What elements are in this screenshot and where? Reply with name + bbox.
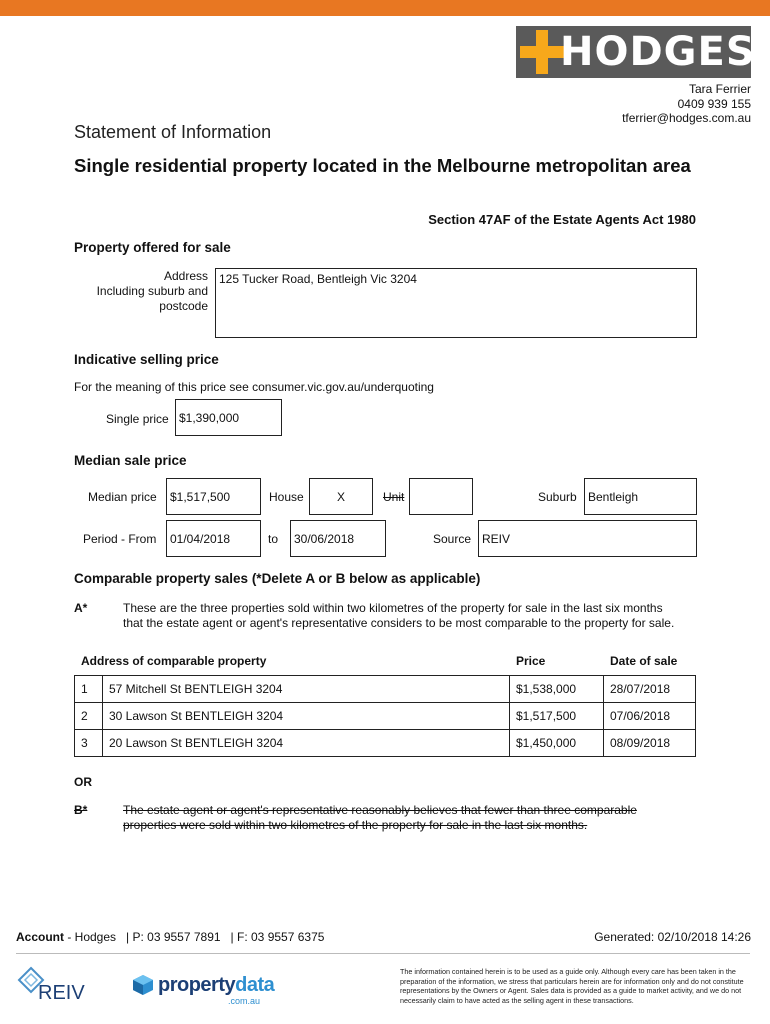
propertydata-text: propertydata (158, 974, 275, 996)
row-date: 28/07/2018 (604, 676, 696, 703)
house-checkbox[interactable]: X (309, 478, 373, 515)
period-to-label: to (268, 532, 279, 546)
propertydata-cube-icon (132, 974, 154, 996)
address-label: Address Including suburb and postcode (96, 269, 208, 313)
option-a-text: These are the three properties sold within two kilometres of the property for sale in the last six months that the estate agent or agent's representative considers to be most comparable to the property for sale. (123, 601, 675, 630)
suburb-label: Suburb (538, 490, 577, 504)
address-field[interactable]: 125 Tucker Road, Bentleigh Vic 3204 (215, 268, 697, 338)
source-field[interactable]: REIV (478, 520, 697, 557)
option-a-label: A* (74, 601, 88, 615)
suburb-field[interactable]: Bentleigh (584, 478, 697, 515)
underquoting-note: For the meaning of this price see consumer.vic.gov.au/underquoting (74, 380, 434, 394)
row-number: 2 (75, 703, 103, 730)
document-title: Statement of Information (74, 122, 272, 142)
footer-divider (16, 953, 750, 954)
period-from-label: Period - From (83, 532, 157, 546)
propertydata-logo (132, 970, 275, 1010)
comparable-table (74, 675, 696, 757)
generated-timestamp: Generated: 02/10/2018 14:26 (594, 930, 751, 944)
property-heading: Property offered for sale (74, 240, 231, 255)
row-date: 07/06/2018 (604, 703, 696, 730)
disclaimer-text: The information contained herein is to be used as a guide only. Although every care has been taken in the preparation of the information, we stress that particulars herein are for information only and do not constitute representations by the Owners or Agent. Sales data is provided as a guide to market activity, and we do not necessarily claim to have acted as the selling agent in these transactions. (400, 967, 744, 1005)
single-price-label: Single price (106, 412, 169, 426)
source-label: Source (433, 532, 472, 546)
or-label: OR (74, 775, 92, 789)
comparable-heading: Comparable property sales (*Delete A or B below as applicable) (74, 571, 481, 586)
indicative-heading: Indicative selling price (74, 352, 219, 367)
period-to-field[interactable]: 30/06/2018 (290, 520, 386, 557)
row-address: 20 Lawson St BENTLEIGH 3204 (103, 730, 510, 757)
row-price: $1,450,000 (510, 730, 604, 757)
account-info (16, 930, 324, 944)
table-row (75, 730, 696, 757)
agent-contact (622, 82, 751, 126)
top-accent-bar (0, 0, 770, 16)
account-details: - Hodges | P: 03 9557 7891 | F: 03 9557 6375 (64, 930, 325, 944)
row-address: 30 Lawson St BENTLEIGH 3204 (103, 703, 510, 730)
agent-phone: 0409 939 155 (677, 96, 751, 111)
row-price: $1,517,500 (510, 703, 604, 730)
row-address: 57 Mitchell St BENTLEIGH 3204 (103, 676, 510, 703)
median-price-field[interactable]: $1,517,500 (166, 478, 261, 515)
row-date: 08/09/2018 (604, 730, 696, 757)
row-price: $1,538,000 (510, 676, 604, 703)
reiv-logo (16, 966, 96, 1006)
row-number: 1 (75, 676, 103, 703)
table-row (75, 676, 696, 703)
logo-cross-icon (520, 30, 564, 74)
agent-name: Tara Ferrier (688, 82, 751, 96)
table-row (75, 703, 696, 730)
median-price-label: Median price (88, 490, 157, 504)
propertydata-domain: .com.au (228, 996, 261, 1006)
house-label: House (269, 490, 304, 504)
unit-checkbox[interactable] (409, 478, 473, 515)
median-heading: Median sale price (74, 453, 187, 468)
col-price-header: Price (516, 654, 546, 668)
single-price-field[interactable]: $1,390,000 (175, 399, 282, 436)
account-label: Account (16, 930, 64, 944)
reiv-text: REIV (38, 982, 85, 1004)
section-reference: Section 47AF of the Estate Agents Act 1980 (428, 212, 696, 227)
row-number: 3 (75, 730, 103, 757)
col-date-header: Date of sale (610, 654, 678, 668)
logo-text: HODGES (560, 29, 756, 75)
option-b-text: The estate agent or agent's representative reasonably believes that fewer than three comparable properties were sold within two kilometres of the property for sale in the last six months. (123, 803, 637, 832)
unit-label: Unit (383, 490, 405, 504)
period-from-field[interactable]: 01/04/2018 (166, 520, 261, 557)
document-heading: Single residential property located in the Melbourne metropolitan area (74, 155, 691, 176)
hodges-logo (516, 26, 756, 78)
option-b-label: B* (74, 803, 88, 817)
agent-email[interactable]: tferrier@hodges.com.au (622, 111, 751, 125)
col-address-header: Address of comparable property (81, 654, 267, 668)
